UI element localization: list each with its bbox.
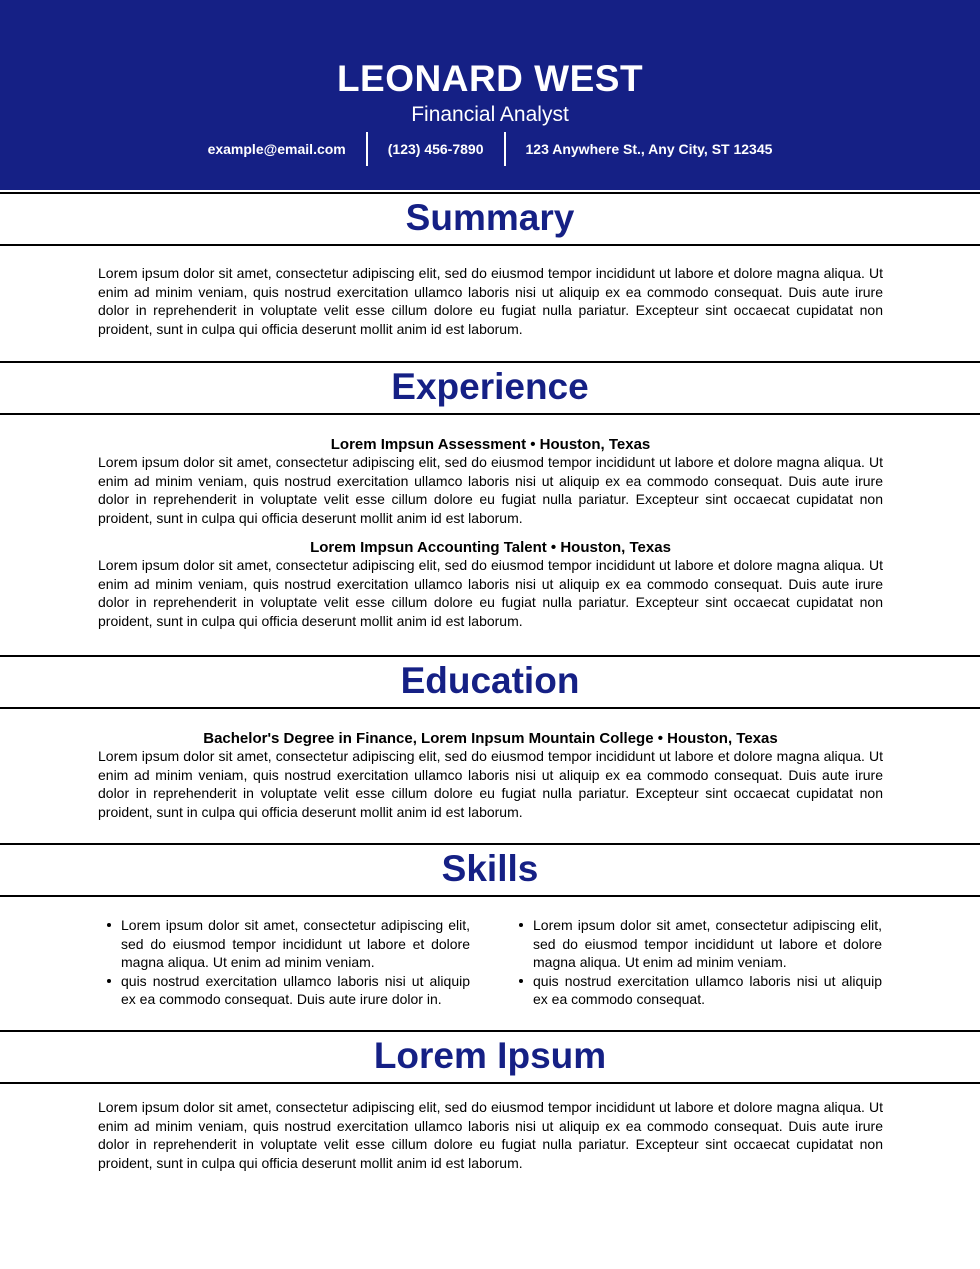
skill-item: quis nostrud exercitation ullamco laboris nisi ut aliquip ex ea commodo consequat. <box>519 972 882 1009</box>
education-description: Lorem ipsum dolor sit amet, consectetur adipiscing elit, sed do eiusmod tempor incididunt ut labore et dolore magna aliqua. Ut enim ad minim veniam, quis nostrud exercitation ullamco laboris nisi ut aliquip ex ea commodo consequat. Duis aute irure dolor in reprehenderit in voluptate velit esse cillum dolore eu fugiat nulla pariatur. Excepteur sint occaecat cupidatat non proident, sunt in culpa qui officia deserunt mollit anim id est laborum. <box>98 748 883 820</box>
job-heading-2: Lorem Impsun Accounting Talent • Houston, Texas <box>310 539 671 556</box>
skill-item: Lorem ipsum dolor sit amet, consectetur adipiscing elit, sed do eiusmod tempor incididunt ut labore et dolore magna aliqua. Ut enim ad minim veniam. <box>519 916 882 972</box>
resume-header <box>0 0 980 190</box>
section-title-education: Education <box>0 655 980 709</box>
lorem-ipsum-text: Lorem ipsum dolor sit amet, consectetur adipiscing elit, sed do eiusmod tempor incididunt ut labore et dolore magna aliqua. Ut enim ad minim veniam, quis nostrud exercitation ullamco laboris nisi ut aliquip ex ea commodo consequat. Duis aute irure dolor in reprehenderit in voluptate velit esse cillum dolore eu fugiat nulla pariatur. Excepteur sint occaecat cupidatat non proident, sunt in culpa qui officia deserunt mollit anim id est laborum. <box>98 1099 883 1171</box>
job-heading-1: Lorem Impsun Assessment • Houston, Texas <box>330 436 651 453</box>
section-title-experience: Experience <box>0 361 980 415</box>
contact-phone: (123) 456-7890 <box>387 141 484 157</box>
job-title: Financial Analyst <box>411 103 569 126</box>
contact-email: example@email.com <box>207 141 346 157</box>
contact-bar <box>0 132 980 166</box>
skill-item: Lorem ipsum dolor sit amet, consectetur adipiscing elit, sed do eiusmod tempor incididunt ut labore et dolore magna aliqua. Ut enim ad minim veniam. <box>107 916 470 972</box>
summary-text: Lorem ipsum dolor sit amet, consectetur adipiscing elit, sed do eiusmod tempor incididunt ut labore et dolore magna aliqua. Ut enim ad minim veniam, quis nostrud exercitation ullamco laboris nisi ut aliquip ex ea commodo consequat. Duis aute irure dolor in reprehenderit in voluptate velit esse cillum dolore eu fugiat nulla pariatur. Excepteur sint occaecat cupidatat non proident, sunt in culpa qui officia deserunt mollit anim id est laborum. <box>98 265 883 337</box>
contact-address: 123 Anywhere St., Any City, ST 12345 <box>525 141 773 157</box>
education-heading: Bachelor's Degree in Finance, Lorem Inpsum Mountain College • Houston, Texas <box>203 730 778 747</box>
job-description-1: Lorem ipsum dolor sit amet, consectetur adipiscing elit, sed do eiusmod tempor incididunt ut labore et dolore magna aliqua. Ut enim ad minim veniam, quis nostrud exercitation ullamco laboris nisi ut aliquip ex ea commodo consequat. Duis aute irure dolor in reprehenderit in voluptate velit esse cillum dolore eu fugiat nulla pariatur. Excepteur sint occaecat cupidatat non proident, sunt in culpa qui officia deserunt mollit anim id est laborum. <box>98 454 883 526</box>
section-title-summary: Summary <box>0 192 980 246</box>
job-description-2: Lorem ipsum dolor sit amet, consectetur adipiscing elit, sed do eiusmod tempor incididunt ut labore et dolore magna aliqua. Ut enim ad minim veniam, quis nostrud exercitation ullamco laboris nisi ut aliquip ex ea commodo consequat. Duis aute irure dolor in reprehenderit in voluptate velit esse cillum dolore eu fugiat nulla pariatur. Excepteur sint occaecat cupidatat non proident, sunt in culpa qui officia deserunt mollit anim id est laborum. <box>98 557 883 629</box>
skills-column-right <box>519 916 882 1009</box>
section-title-lorem-ipsum: Lorem Ipsum <box>0 1030 980 1084</box>
skill-item: quis nostrud exercitation ullamco laboris nisi ut aliquip ex ea commodo consequat. Duis aute irure dolor in. <box>107 972 470 1009</box>
candidate-name: LEONARD WEST <box>336 58 644 99</box>
section-title-skills: Skills <box>0 843 980 897</box>
skills-column-left <box>107 916 470 1009</box>
